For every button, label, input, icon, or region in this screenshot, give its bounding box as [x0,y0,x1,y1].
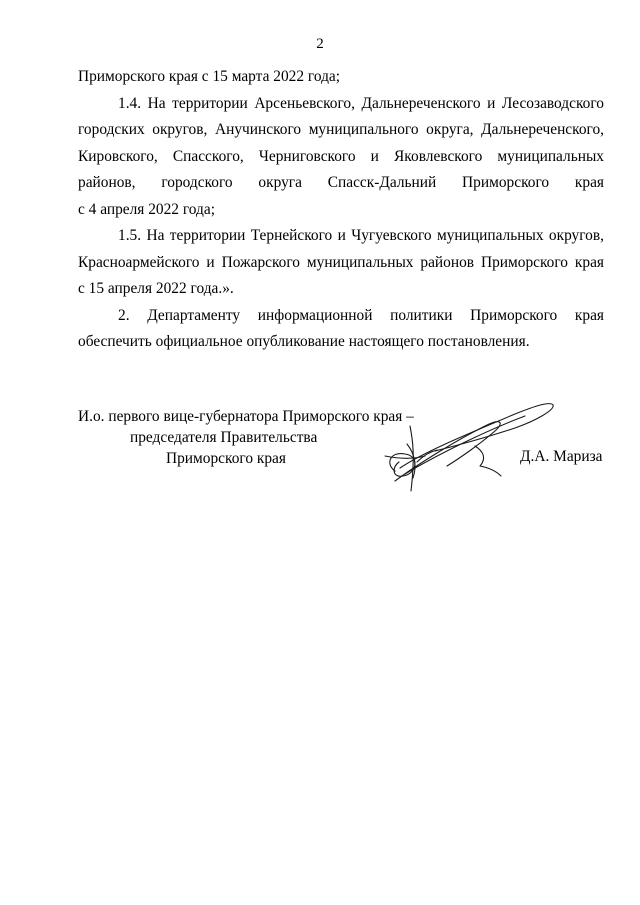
paragraph-line: Кировского, Спасского, Черниговского и Яковлевского муниципальных [78,147,604,165]
page-number: 2 [316,36,324,52]
document-body [78,64,604,356]
signer-name: Д.А. Мариза [520,448,603,465]
signatory-title-line: Приморского края [166,450,286,467]
signatory-title [78,406,414,469]
paragraph-line: городских округов, Анучинского муниципального округа, Дальнереченского, [78,121,604,138]
paragraph-line: 1.4. На территории Арсеньевского, Дальнереченского и Лесозаводского [118,94,604,112]
paragraph-line: обеспечить официальное опубликование настоящего постановления. [78,333,530,350]
paragraph-line: 1.5. На территории Тернейского и Чугуевского муниципальных округов, [118,227,604,244]
paragraph-line: с 4 апреля 2022 года; [78,200,215,218]
signatory-title-line: председателя Правительства [130,429,318,446]
handwritten-signature [365,396,565,496]
paragraph-line: районов, городского округа Спасск-Дальний Приморского края [78,174,604,191]
paragraph-line: Приморского края с 15 марта 2022 года; [78,68,341,85]
signatory-title-line: И.о. первого вице-губернатора Приморского края – [78,408,414,425]
paragraph-line: 2. Департаменту информационной политики Приморского края [118,306,604,324]
paragraph-line: Красноармейского и Пожарского муниципальных районов Приморского края [78,253,604,271]
paragraph-line: с 15 апреля 2022 года.». [78,280,234,297]
